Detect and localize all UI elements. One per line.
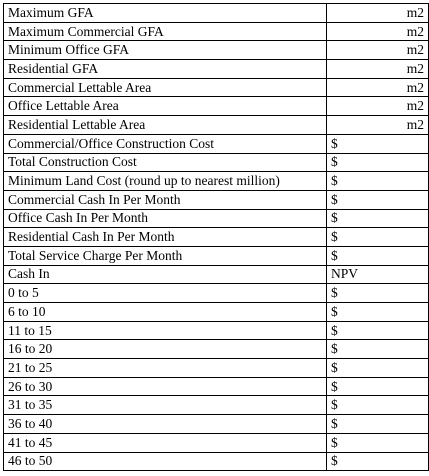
- row-unit: m2: [327, 41, 429, 60]
- table-row: [4, 265, 429, 284]
- row-label: 11 to 15: [4, 321, 327, 340]
- row-label: 6 to 10: [4, 303, 327, 322]
- row-label: Minimum Office GFA: [4, 41, 327, 60]
- row-label: Commercial Cash In Per Month: [4, 190, 327, 209]
- table-row: [4, 246, 429, 265]
- row-label: 31 to 35: [4, 396, 327, 415]
- row-unit: m2: [327, 97, 429, 116]
- row-unit: $: [327, 209, 429, 228]
- row-unit: m2: [327, 78, 429, 97]
- table-row: [4, 415, 429, 434]
- row-label: Minimum Land Cost (round up to nearest million): [4, 172, 327, 191]
- row-label: Total Construction Cost: [4, 153, 327, 172]
- row-label: 16 to 20: [4, 340, 327, 359]
- row-label: Office Lettable Area: [4, 97, 327, 116]
- table-row: [4, 172, 429, 191]
- table-row: [4, 433, 429, 452]
- table-body: [4, 4, 429, 471]
- row-unit: $: [327, 284, 429, 303]
- table-row: [4, 228, 429, 247]
- row-unit: $: [327, 153, 429, 172]
- table-row: [4, 134, 429, 153]
- row-label: Commercial Lettable Area: [4, 78, 327, 97]
- row-unit: $: [327, 134, 429, 153]
- row-unit: $: [327, 303, 429, 322]
- table-row: [4, 303, 429, 322]
- table-row: [4, 60, 429, 79]
- row-label: 21 to 25: [4, 359, 327, 378]
- row-label: 41 to 45: [4, 433, 327, 452]
- row-label: Residential Cash In Per Month: [4, 228, 327, 247]
- row-unit: NPV: [327, 265, 429, 284]
- table-row: [4, 22, 429, 41]
- row-label: Residential Lettable Area: [4, 116, 327, 135]
- row-label: 36 to 40: [4, 415, 327, 434]
- row-label: 0 to 5: [4, 284, 327, 303]
- table-row: [4, 116, 429, 135]
- row-label: 46 to 50: [4, 452, 327, 471]
- table-row: [4, 97, 429, 116]
- table-row: [4, 452, 429, 471]
- row-unit: $: [327, 396, 429, 415]
- row-label: 26 to 30: [4, 377, 327, 396]
- table-row: [4, 190, 429, 209]
- calculation-table: [3, 3, 429, 471]
- table-row: [4, 209, 429, 228]
- table-row: [4, 321, 429, 340]
- row-unit: $: [327, 433, 429, 452]
- row-unit: m2: [327, 4, 429, 23]
- table-row: [4, 340, 429, 359]
- table-row: [4, 78, 429, 97]
- row-label: Maximum Commercial GFA: [4, 22, 327, 41]
- row-unit: $: [327, 246, 429, 265]
- row-unit: $: [327, 415, 429, 434]
- row-label: Total Service Charge Per Month: [4, 246, 327, 265]
- row-label: Residential GFA: [4, 60, 327, 79]
- row-label: Commercial/Office Construction Cost: [4, 134, 327, 153]
- row-unit: $: [327, 340, 429, 359]
- row-label: Maximum GFA: [4, 4, 327, 23]
- table-row: [4, 396, 429, 415]
- row-unit: m2: [327, 60, 429, 79]
- row-unit: $: [327, 321, 429, 340]
- table-row: [4, 41, 429, 60]
- table-row: [4, 359, 429, 378]
- row-unit: m2: [327, 22, 429, 41]
- row-unit: $: [327, 377, 429, 396]
- row-label: Office Cash In Per Month: [4, 209, 327, 228]
- row-unit: $: [327, 359, 429, 378]
- table-row: [4, 284, 429, 303]
- table-row: [4, 4, 429, 23]
- row-unit: m2: [327, 116, 429, 135]
- row-unit: $: [327, 172, 429, 191]
- row-unit: $: [327, 190, 429, 209]
- row-unit: $: [327, 228, 429, 247]
- table-row: [4, 377, 429, 396]
- table-row: [4, 153, 429, 172]
- row-unit: $: [327, 452, 429, 471]
- row-label: Cash In: [4, 265, 327, 284]
